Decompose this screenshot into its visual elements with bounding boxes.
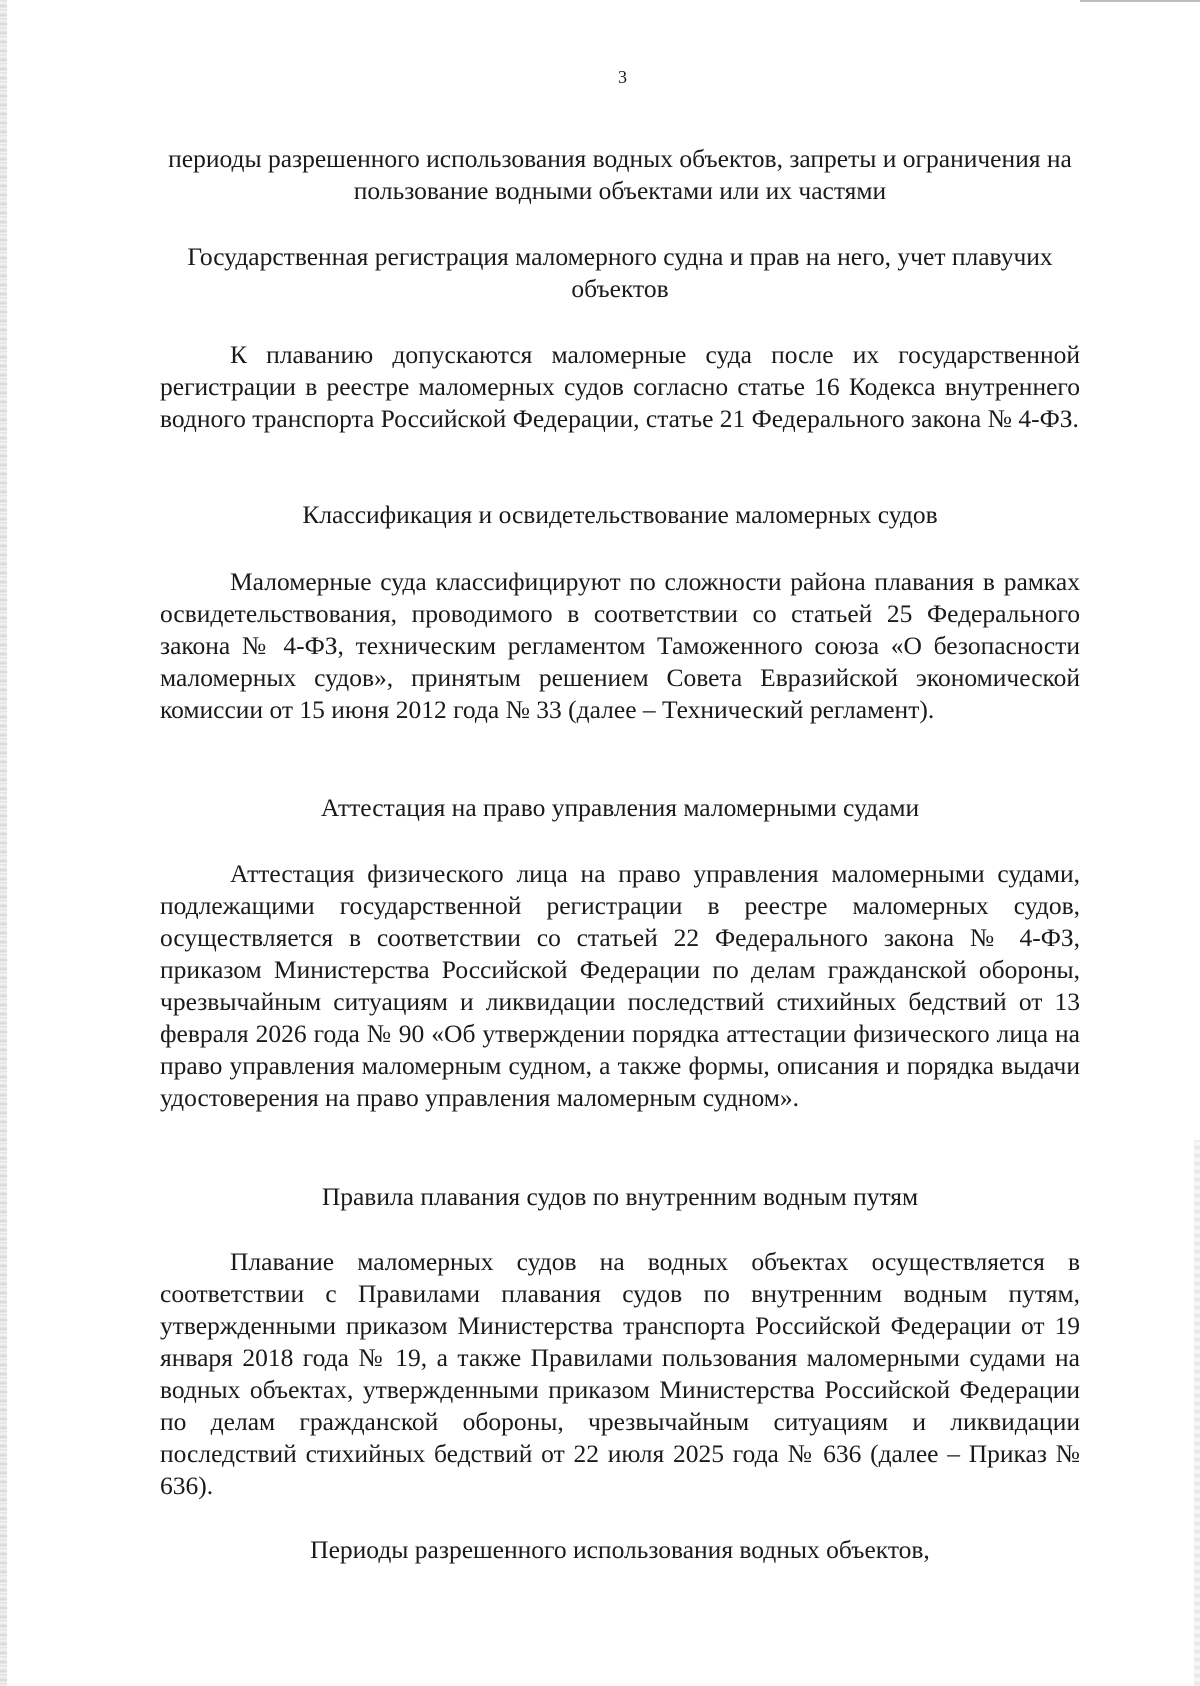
section-heading-certification: Аттестация на право управления маломерными судами — [320, 793, 920, 822]
section-heading-registration: Государственная регистрация маломерного судна и прав на него, учет плавучих объектов — [187, 242, 1053, 303]
scan-edge-left — [0, 0, 7, 1686]
section-heading-classification: Классификация и освидетельствование маломерных судов — [302, 500, 938, 529]
paragraph-classification: Маломерные суда классифицируют по сложности района плавания в рамках освидетельствования, проводимого в соответствии со статьей 25 Федерального закона № 4-ФЗ, техническим регламентом Таможенного союза «О безопасности маломерных судов», принятым решением Совета Евразийской экономической комиссии от 15 июня 2012 года № 33 (далее – Технический регламент). — [160, 567, 1080, 724]
section-heading-water-use-periods: периоды разрешенного использования водных объектов, запреты и ограничения на пользование водными объектами или их частями — [168, 144, 1072, 205]
section-heading-navigation-rules: Правила плавания судов по внутренним водным путям — [321, 1182, 919, 1211]
page-number: 3 — [618, 67, 627, 87]
scan-edge-right — [1194, 1140, 1200, 1686]
paragraph-certification: Аттестация физического лица на право управления маломерными судами, подлежащими государственной регистрации в реестре маломерных судов, осуществляется в соответствии со статьей 22 Федерального закона № 4-ФЗ, приказом Министерства Российской Федерации по делам гражданской обороны, чрезвычайным ситуациям и ликвидации последствий стихийных бедствий от 13 февраля 2026 года № 90 «Об утверждении порядка аттестации физического лица на право управления маломерным судном, а также формы, описания и порядка выдачи удостоверения на право управления маломерным судном». — [160, 859, 1080, 1112]
scan-edge-top — [1080, 0, 1200, 2]
section-heading-water-use-periods-continued: Периоды разрешенного использования водных объектов, — [310, 1535, 930, 1564]
paragraph-registration: К плаванию допускаются маломерные суда после их государственной регистрации в реестре маломерных судов согласно статье 16 Кодекса внутреннего водного транспорта Российской Федерации, статье 21 Федерального закона № 4-ФЗ. — [160, 340, 1080, 433]
paragraph-navigation-rules: Плавание маломерных судов на водных объектах осуществляется в соответствии с Правилами плавания судов по внутренним водным путям, утвержденными приказом Министерства транспорта Российской Федерации от 19 января 2018 года № 19, а также Правилами пользования маломерными судами на водных объектах, утвержденными приказом Министерства Российской Федерации по делам гражданской обороны, чрезвычайным ситуациям и ликвидации последствий стихийных бедствий от 22 июля 2025 года № 636 (далее – Приказ № 636). — [160, 1247, 1080, 1500]
